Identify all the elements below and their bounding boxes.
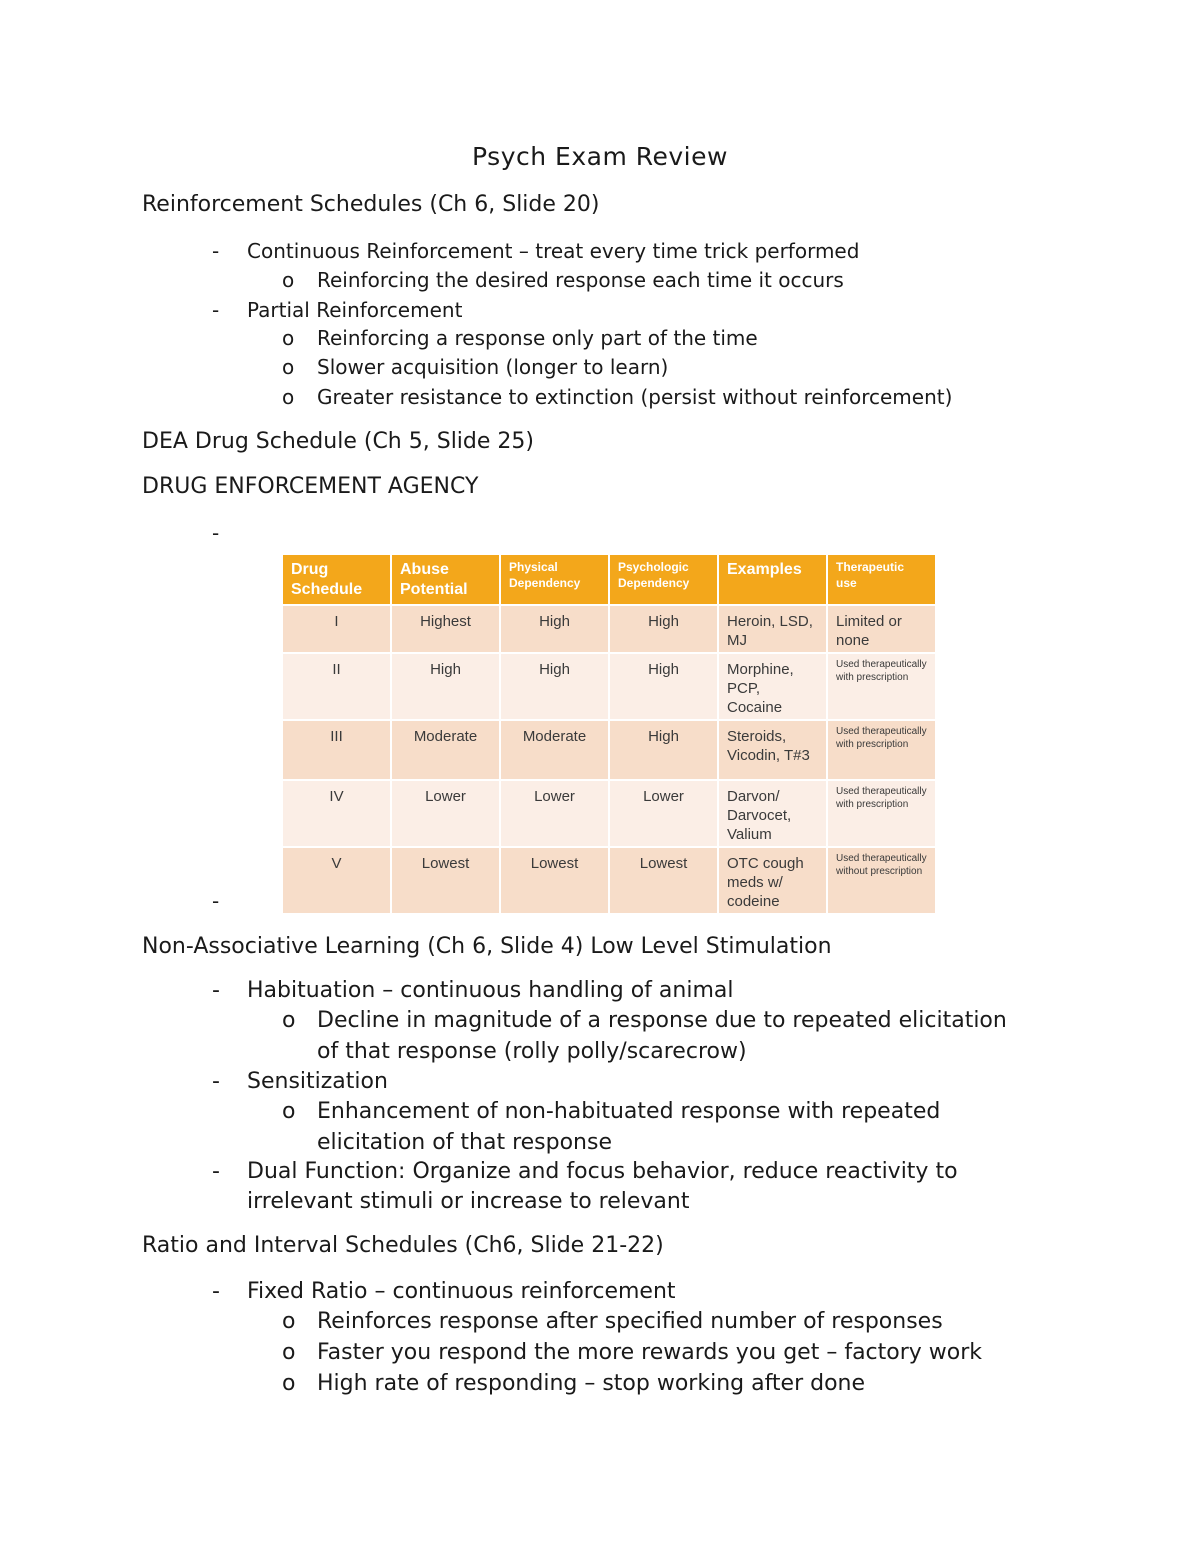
list-item: Greater resistance to extinction (persist without reinforcement) xyxy=(317,385,953,409)
list-item: Reinforcing a response only part of the time xyxy=(317,326,758,350)
bullet-dash: - xyxy=(212,1279,220,1304)
list-item: Reinforcing the desired response each time it occurs xyxy=(317,268,844,292)
list-item: Continuous Reinforcement – treat every time trick performed xyxy=(247,239,860,263)
bullet-circle: o xyxy=(282,355,295,379)
list-item-continuation: irrelevant stimuli or increase to relevant xyxy=(247,1189,690,1214)
table-cell: Lowest xyxy=(391,847,500,914)
table-cell: High xyxy=(609,720,718,780)
bullet-circle: o xyxy=(282,1309,296,1334)
section-heading-ratio-interval: Ratio and Interval Schedules (Ch6, Slide 21-22) xyxy=(142,1233,664,1258)
list-item: Decline in magnitude of a response due to repeated elicitation xyxy=(317,1008,1007,1033)
table-cell: Lowest xyxy=(609,847,718,914)
bullet-dash: - xyxy=(212,1159,220,1184)
bullet-circle: o xyxy=(282,268,295,292)
bullet-circle: o xyxy=(282,1340,296,1365)
table-cell: Highest xyxy=(391,605,500,653)
list-item: Habituation – continuous handling of animal xyxy=(247,978,734,1003)
list-item: Dual Function: Organize and focus behavior, reduce reactivity to xyxy=(247,1159,958,1184)
table-cell: Steroids, Vicodin, T#3 xyxy=(718,720,827,780)
section-heading-dea: DEA Drug Schedule (Ch 5, Slide 25) xyxy=(142,429,534,454)
section-subheading-dea: DRUG ENFORCEMENT AGENCY xyxy=(142,474,479,499)
page-title: Psych Exam Review xyxy=(472,142,728,171)
bullet-circle: o xyxy=(282,1099,296,1124)
list-item: Fixed Ratio – continuous reinforcement xyxy=(247,1279,676,1304)
bullet-circle: o xyxy=(282,1008,296,1033)
bullet-dash: - xyxy=(212,978,220,1003)
table-cell: Lower xyxy=(391,780,500,847)
column-header-examples: Examples xyxy=(718,555,827,605)
table-row xyxy=(283,780,936,847)
table-cell: Darvon/ Darvocet, Valium xyxy=(718,780,827,847)
bullet-dash: - xyxy=(212,298,220,322)
dea-drug-schedule-table xyxy=(283,555,937,915)
table-cell: V xyxy=(283,847,391,914)
list-item: Faster you respond the more rewards you get – factory work xyxy=(317,1340,983,1365)
table-cell: IV xyxy=(283,780,391,847)
table-cell: OTC cough meds w/ codeine xyxy=(718,847,827,914)
bullet-circle: o xyxy=(282,326,295,350)
table-cell: Limited or none xyxy=(827,605,936,653)
table-cell: Heroin, LSD, MJ xyxy=(718,605,827,653)
bullet-dash: - xyxy=(212,1069,220,1094)
column-header-physical-dependency: Physical Dependency xyxy=(500,555,609,605)
table-cell: Used therapeutically with prescription xyxy=(827,720,936,780)
table-cell: High xyxy=(391,653,500,720)
table-cell: High xyxy=(609,605,718,653)
table-row xyxy=(283,720,936,780)
table-cell: High xyxy=(609,653,718,720)
table-row xyxy=(283,653,936,720)
section-heading-reinforcement: Reinforcement Schedules (Ch 6, Slide 20) xyxy=(142,192,600,217)
table-cell: High xyxy=(500,605,609,653)
column-header-therapeutic-use: Therapeutic use xyxy=(827,555,936,605)
table-cell: Moderate xyxy=(500,720,609,780)
section-heading-nonassociative: Non-Associative Learning (Ch 6, Slide 4) Low Level Stimulation xyxy=(142,934,832,959)
list-item: Sensitization xyxy=(247,1069,388,1094)
column-header-abuse-potential: Abuse Potential xyxy=(391,555,500,605)
table-cell: High xyxy=(500,653,609,720)
bullet-dash: - xyxy=(212,239,220,263)
list-item: Reinforces response after specified number of responses xyxy=(317,1309,943,1334)
bullet-dash: - xyxy=(212,521,220,545)
bullet-circle: o xyxy=(282,385,295,409)
bullet-circle: o xyxy=(282,1371,296,1396)
list-item: High rate of responding – stop working after done xyxy=(317,1371,866,1396)
table-cell: I xyxy=(283,605,391,653)
list-item: Slower acquisition (longer to learn) xyxy=(317,355,669,379)
column-header-psychologic-dependency: Psychologic Dependency xyxy=(609,555,718,605)
list-item: Enhancement of non-habituated response with repeated xyxy=(317,1099,941,1124)
table-cell: Moderate xyxy=(391,720,500,780)
table-header-row xyxy=(283,555,936,605)
list-item-continuation: elicitation of that response xyxy=(317,1130,613,1155)
list-item-continuation: of that response (rolly polly/scarecrow) xyxy=(317,1039,747,1064)
table-cell: Lowest xyxy=(500,847,609,914)
table-row xyxy=(283,847,936,914)
table-cell: Used therapeutically without prescription xyxy=(827,847,936,914)
table-cell: II xyxy=(283,653,391,720)
table-cell: Morphine, PCP, Cocaine xyxy=(718,653,827,720)
table-cell: Used therapeutically with prescription xyxy=(827,653,936,720)
table-cell: Used therapeutically with prescription xyxy=(827,780,936,847)
list-item: Partial Reinforcement xyxy=(247,298,463,322)
table-cell: III xyxy=(283,720,391,780)
column-header-drug-schedule: Drug Schedule xyxy=(283,555,391,605)
table-row xyxy=(283,605,936,653)
table-cell: Lower xyxy=(609,780,718,847)
table-cell: Lower xyxy=(500,780,609,847)
bullet-dash: - xyxy=(212,889,220,913)
